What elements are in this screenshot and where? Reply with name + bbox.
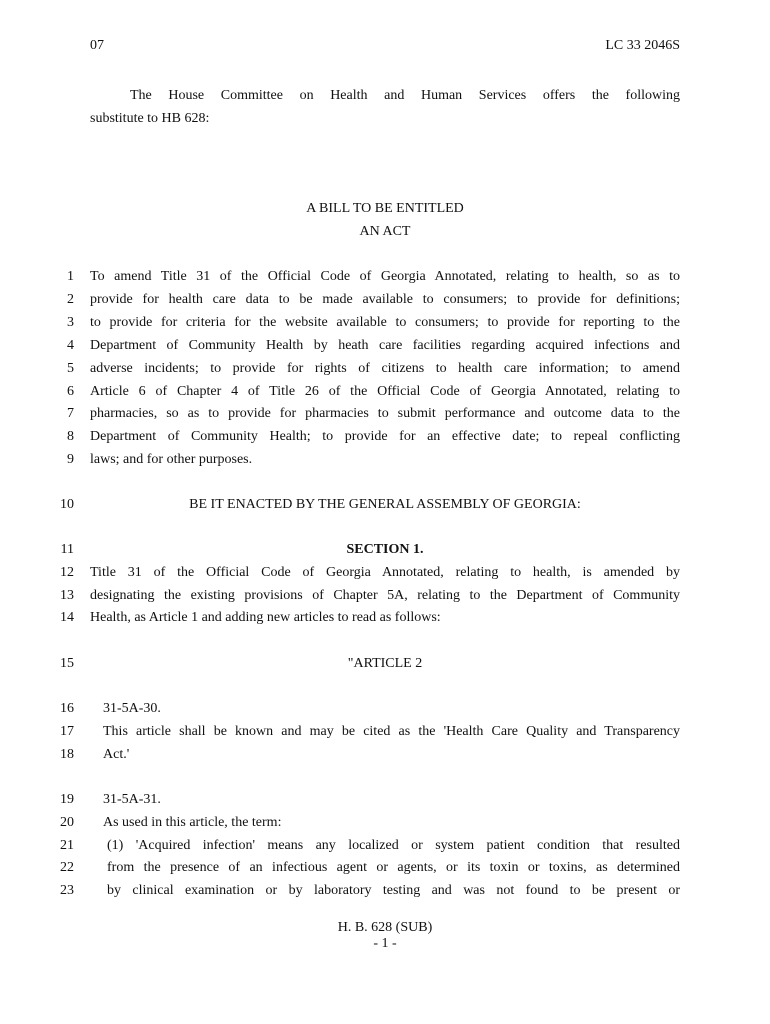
line-text: provide for health care data to be made available to consumers; to provide for definitions; — [90, 292, 680, 307]
article-heading: "ARTICLE 2 — [347, 656, 423, 671]
line-text: laws; and for other purposes. — [90, 452, 253, 467]
footer-page-number: - 1 - — [373, 936, 397, 951]
line-number: 13 — [60, 588, 74, 603]
line-number: 19 — [60, 792, 74, 807]
line-text: As used in this article, the term: — [103, 815, 282, 830]
line-text: Article 6 of Chapter 4 of Title 26 of the Official Code of Georgia Annotated, relating to — [90, 384, 680, 399]
line-number: 1 — [67, 269, 74, 284]
line-number: 11 — [60, 542, 74, 557]
section-heading: SECTION 1. — [346, 542, 424, 557]
line-number: 17 — [60, 724, 74, 739]
code-section-number: 31-5A-31. — [103, 792, 161, 807]
footer-bill-id: H. B. 628 (SUB) — [337, 920, 433, 935]
header-session: 07 — [90, 38, 104, 53]
line-number: 14 — [60, 610, 74, 625]
line-number: 10 — [60, 497, 74, 512]
line-text: by clinical examination or by laboratory testing and was not found to be present or — [107, 883, 680, 898]
line-number: 3 — [67, 315, 74, 330]
bill-title: A BILL TO BE ENTITLED — [306, 201, 464, 216]
line-number: 4 — [67, 338, 74, 353]
line-number: 21 — [60, 838, 74, 853]
line-number: 16 — [60, 701, 74, 716]
line-text: Act.' — [103, 747, 130, 762]
line-text: pharmacies, so as to provide for pharmacies to submit performance and outcome data to the — [90, 406, 680, 421]
line-text: Title 31 of the Official Code of Georgia Annotated, relating to health, is amended by — [90, 565, 680, 580]
code-section-number: 31-5A-30. — [103, 701, 161, 716]
enacting-clause: BE IT ENACTED BY THE GENERAL ASSEMBLY OF GEORGIA: — [189, 497, 581, 512]
line-number: 2 — [67, 292, 74, 307]
line-text: to provide for criteria for the website available to consumers; to provide for reporting to the — [90, 315, 680, 330]
line-text: (1) 'Acquired infection' means any localized or system patient condition that resulted — [107, 838, 680, 853]
line-number: 20 — [60, 815, 74, 830]
line-text: designating the existing provisions of Chapter 5A, relating to the Department of Community — [90, 588, 680, 603]
line-number: 15 — [60, 656, 74, 671]
line-text: To amend Title 31 of the Official Code of Georgia Annotated, relating to health, so as to — [90, 269, 680, 284]
line-number: 18 — [60, 747, 74, 762]
line-number: 6 — [67, 384, 74, 399]
line-number: 22 — [60, 860, 74, 875]
line-number: 9 — [67, 452, 74, 467]
line-text: Department of Community Health by heath care facilities regarding acquired infections and — [90, 338, 680, 353]
line-number: 12 — [60, 565, 74, 580]
line-number: 8 — [67, 429, 74, 444]
line-number: 7 — [67, 406, 74, 421]
line-text: adverse incidents; to provide for rights of citizens to health care information; to amend — [90, 361, 680, 376]
line-text: from the presence of an infectious agent or agents, or its toxin or toxins, as determined — [107, 860, 680, 875]
line-text: Department of Community Health; to provide for an effective date; to repeal conflicting — [90, 429, 680, 444]
intro-line-1: The House Committee on Health and Human Services offers the following — [130, 88, 680, 103]
line-text: Health, as Article 1 and adding new articles to read as follows: — [90, 610, 441, 625]
intro-line-2: substitute to HB 628: — [90, 111, 210, 126]
line-number: 5 — [67, 361, 74, 376]
line-number: 23 — [60, 883, 74, 898]
line-text: This article shall be known and may be cited as the 'Health Care Quality and Transparency — [103, 724, 680, 739]
bill-subtitle: AN ACT — [359, 224, 411, 239]
header-lc-number: LC 33 2046S — [605, 38, 680, 53]
